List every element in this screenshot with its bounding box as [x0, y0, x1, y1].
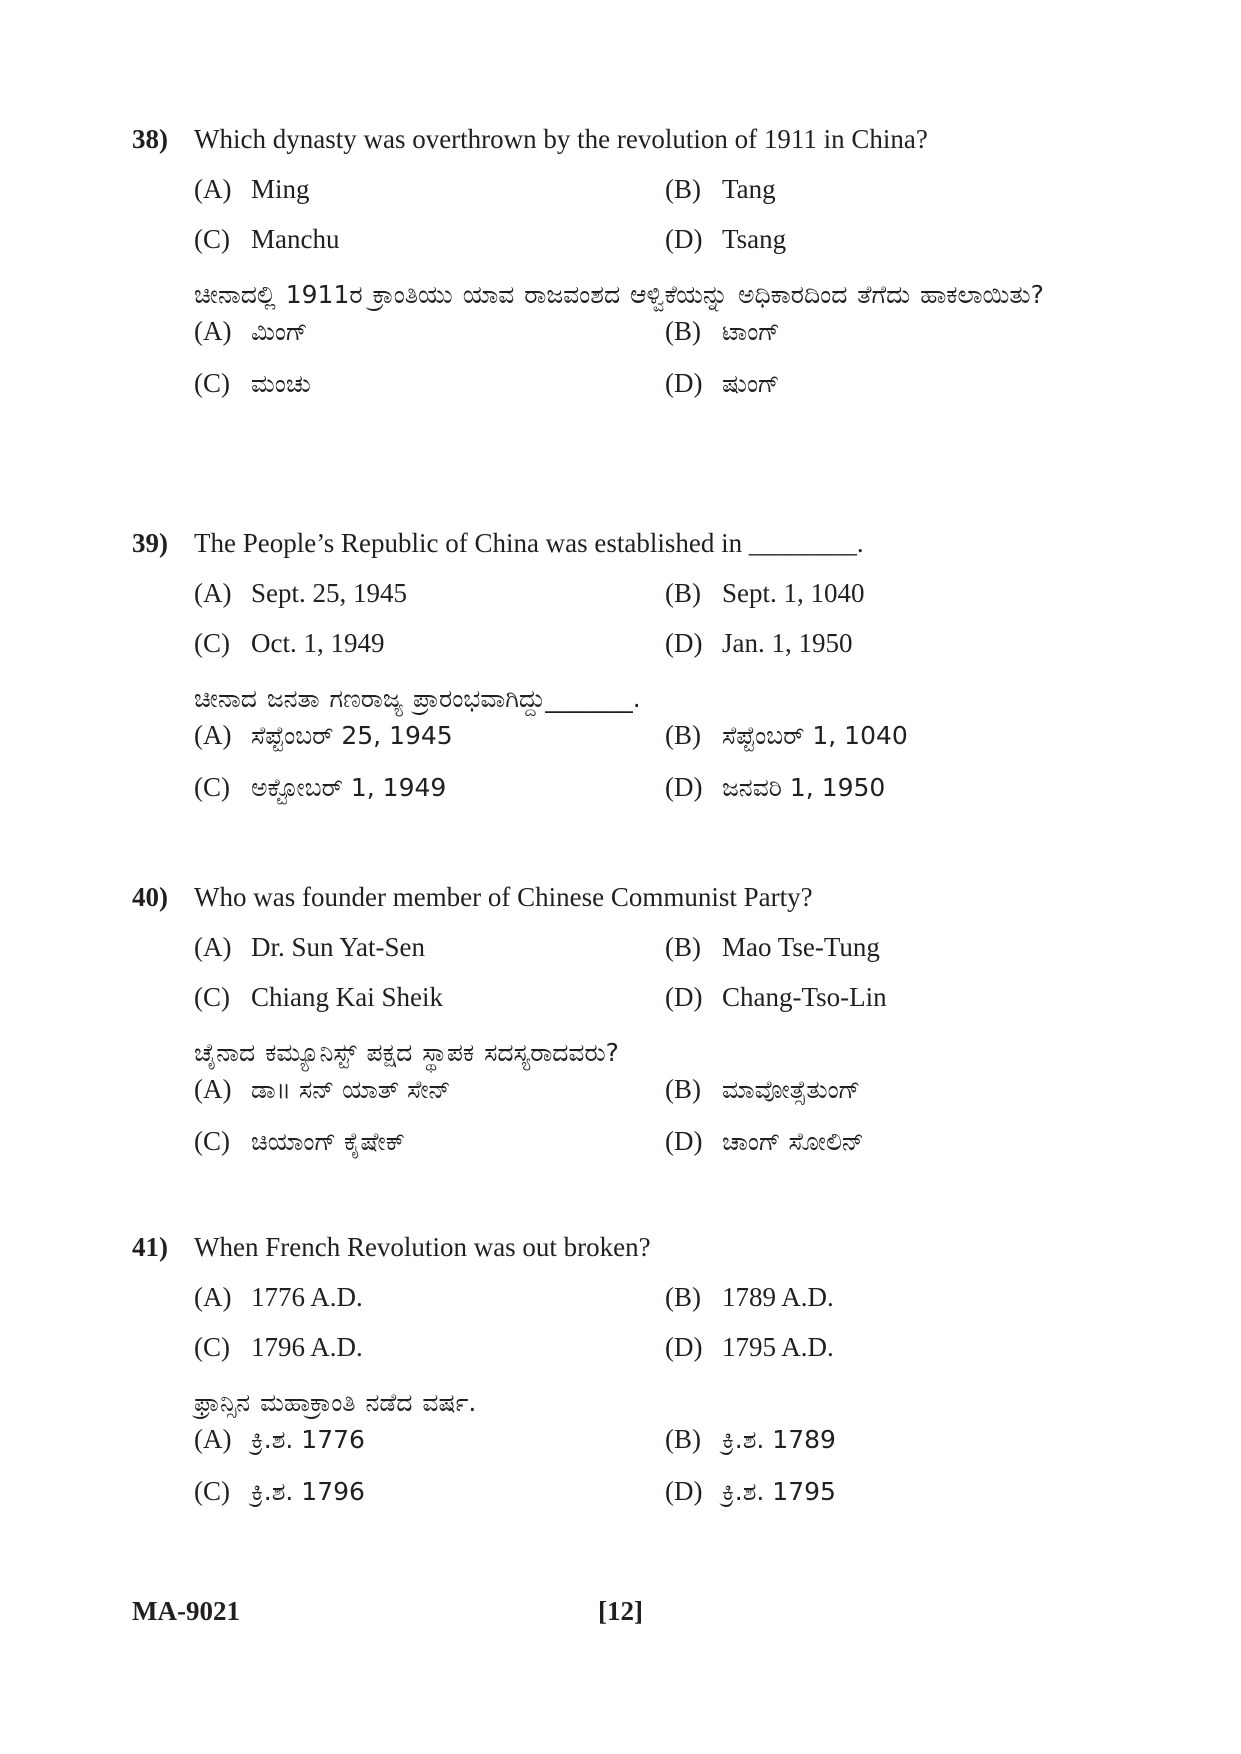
- option-a-kannada: (A) ಮಿಂಗ್: [194, 316, 308, 346]
- option-a: (A) Sept. 25, 1945: [194, 578, 408, 608]
- question-40: [132, 882, 1112, 1178]
- question-text: Who was founder member of Chinese Communist Party?: [194, 882, 813, 912]
- question-text: Which dynasty was overthrown by the revolution of 1911 in China?: [194, 124, 928, 154]
- option-b-kannada: (B) ಸೆಪ್ಟೆಂಬರ್ 1, 1040: [665, 720, 908, 750]
- option-a: (A) Ming: [194, 174, 310, 204]
- question-39: [132, 528, 1112, 824]
- option-c: (C) Oct. 1, 1949: [194, 628, 385, 658]
- option-b-kannada: (B) ಕ್ರಿ.ಶ. 1789: [665, 1424, 836, 1454]
- options-kannada: [194, 720, 1112, 824]
- options-english: [194, 932, 1112, 1032]
- option-d-kannada: (D) ಕ್ರಿ.ಶ. 1795: [665, 1476, 836, 1506]
- option-d-kannada: (D) ಚಾಂಗ್ ಸೋಲಿನ್: [665, 1126, 864, 1156]
- option-c-kannada: (C) ಮಂಚು: [194, 368, 311, 398]
- question-text: When French Revolution was out broken?: [194, 1232, 651, 1262]
- paper-code: MA-9021: [132, 1596, 240, 1626]
- options-english: [194, 174, 1112, 274]
- option-a-kannada: (A) ಕ್ರಿ.ಶ. 1776: [194, 1424, 365, 1454]
- option-c-kannada: (C) ಅಕ್ಟೋಬರ್ 1, 1949: [194, 772, 447, 802]
- option-b: (B) Sept. 1, 1040: [665, 578, 865, 608]
- options-kannada: [194, 1424, 1112, 1528]
- option-b: (B) Mao Tse-Tung: [665, 932, 880, 962]
- question-41: [132, 1232, 1112, 1528]
- page-number: [12]: [598, 1596, 643, 1626]
- options-kannada: [194, 1074, 1112, 1178]
- option-d: (D) Jan. 1, 1950: [665, 628, 853, 658]
- option-d: (D) Chang-Tso-Lin: [665, 982, 887, 1012]
- options-english: [194, 578, 1112, 678]
- question-38: [132, 124, 1112, 420]
- question-number: 41): [132, 1232, 168, 1262]
- option-d-kannada: (D) ಜನವರಿ 1, 1950: [665, 772, 886, 802]
- option-a: (A) 1776 A.D.: [194, 1282, 363, 1312]
- question-text-kannada: ಚೀನಾದ ಜನತಾ ಗಣರಾಜ್ಯ ಪ್ರಾರಂಭವಾಗಿದ್ದು_______.: [194, 684, 641, 713]
- option-b: (B) Tang: [665, 174, 776, 204]
- option-c: (C) 1796 A.D.: [194, 1332, 363, 1362]
- option-c-kannada: (C) ಚಿಯಾಂಗ್ ಕೈಷೇಕ್: [194, 1126, 406, 1156]
- option-d: (D) 1795 A.D.: [665, 1332, 834, 1362]
- option-b-kannada: (B) ಮಾವೋತ್ಸೆತುಂಗ್: [665, 1074, 861, 1104]
- option-a-kannada: (A) ಡಾ॥ ಸನ್ ಯಾತ್ ಸೇನ್: [194, 1074, 451, 1104]
- option-b-kannada: (B) ಟಾಂಗ್: [665, 316, 780, 346]
- option-a-kannada: (A) ಸೆಪ್ಟೆಂಬರ್ 25, 1945: [194, 720, 453, 750]
- question-text: The People’s Republic of China was established in ________.: [194, 528, 864, 558]
- option-d-kannada: (D) ಷುಂಗ್: [665, 368, 780, 398]
- question-text-kannada: ಚೀನಾದಲ್ಲಿ 1911ರ ಕ್ರಾಂತಿಯು ಯಾವ ರಾಜವಂಶದ ಆಳ್ವಿಕೆಯನ್ನು ಅಧಿಕಾರದಿಂದ ತೆಗೆದು ಹಾಕಲಾಯಿತು?: [194, 280, 1044, 309]
- page-footer: [132, 1596, 1112, 1636]
- option-c: (C) Manchu: [194, 224, 340, 254]
- question-text-kannada: ಚೈನಾದ ಕಮ್ಯೂನಿಸ್ಟ್ ಪಕ್ಷದ ಸ್ಥಾಪಕ ಸದಸ್ಯರಾದವರು?: [194, 1038, 619, 1067]
- options-english: [194, 1282, 1112, 1382]
- option-c-kannada: (C) ಕ್ರಿ.ಶ. 1796: [194, 1476, 365, 1506]
- option-c: (C) Chiang Kai Sheik: [194, 982, 443, 1012]
- option-a: (A) Dr. Sun Yat-Sen: [194, 932, 426, 962]
- question-text-kannada: ಫ್ರಾನ್ಸಿನ ಮಹಾಕ್ರಾಂತಿ ನಡೆದ ವರ್ಷ.: [194, 1388, 477, 1417]
- option-b: (B) 1789 A.D.: [665, 1282, 834, 1312]
- question-number: 39): [132, 528, 168, 558]
- question-number: 40): [132, 882, 168, 912]
- option-d: (D) Tsang: [665, 224, 787, 254]
- question-number: 38): [132, 124, 168, 154]
- options-kannada: [194, 316, 1112, 420]
